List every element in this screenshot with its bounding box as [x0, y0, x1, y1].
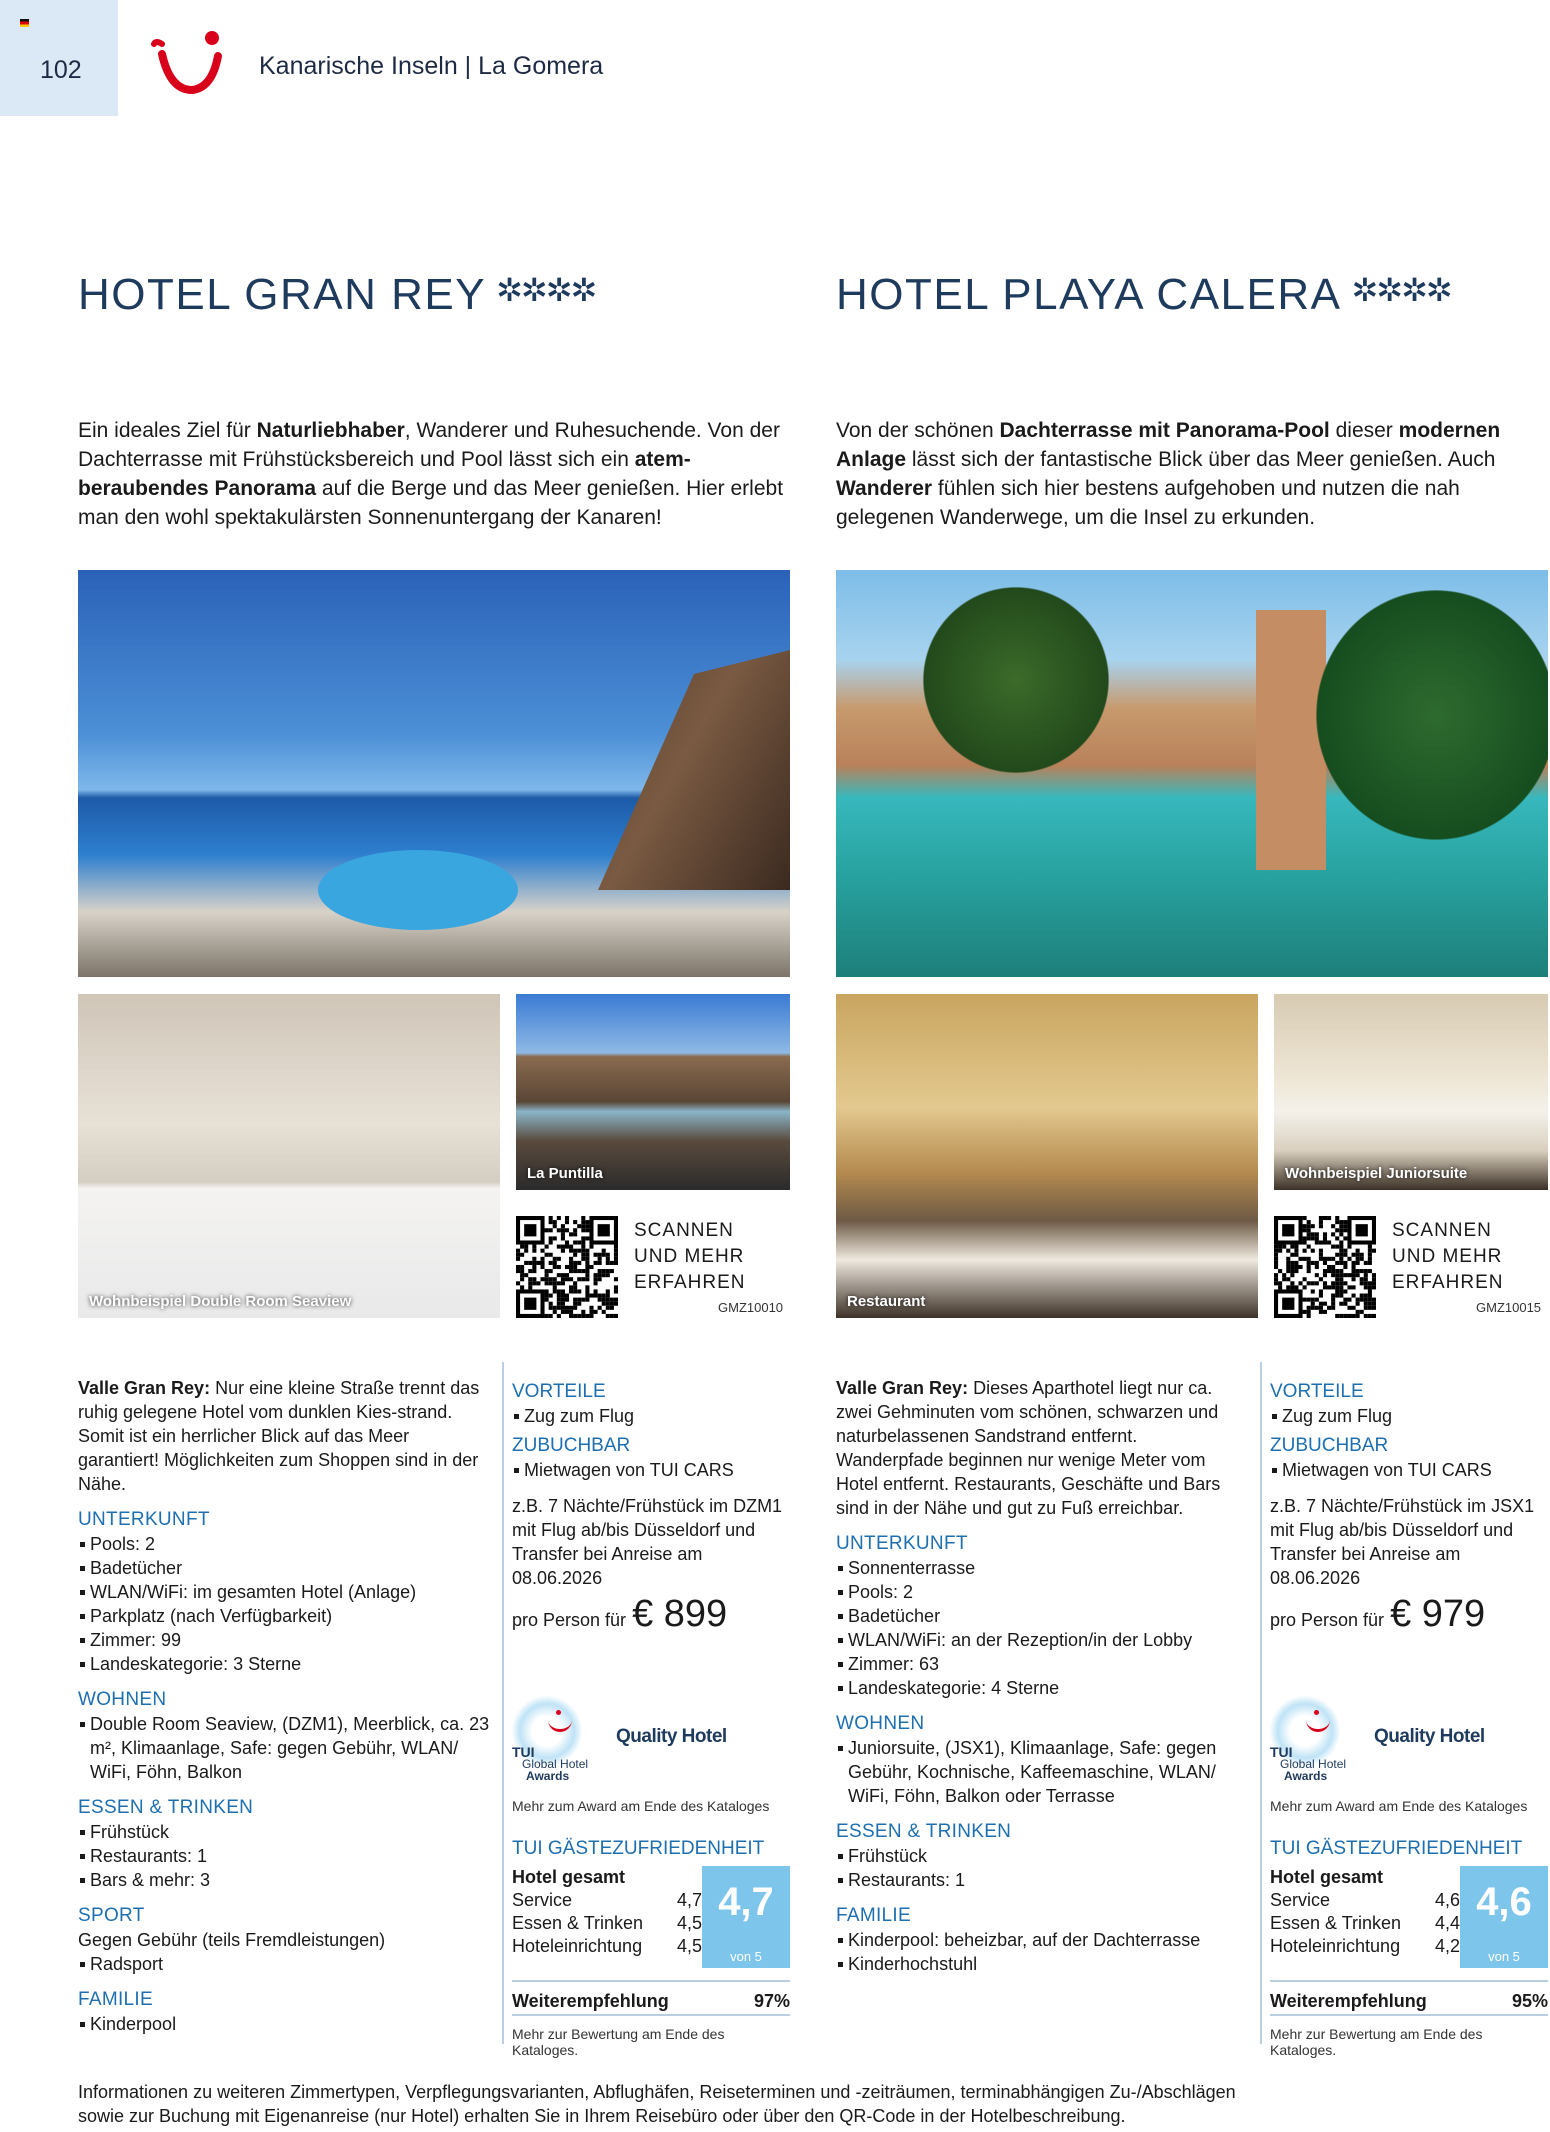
hotel-lead: [78, 1376, 490, 1496]
scan-line: UND MEHR: [1392, 1246, 1503, 1267]
feature-item: Pools: 2: [836, 1580, 1248, 1604]
price-row: [1270, 1593, 1548, 1635]
scenery-photo-caption: Wohnbeispiel Juniorsuite: [1285, 1165, 1468, 1182]
section-heading: UNTERKUNFT: [836, 1533, 968, 1554]
recommendation-value: 95%: [1511, 1991, 1548, 2011]
intro-text: Dachterrasse mit Panorama-Pool: [999, 419, 1330, 442]
section-text: Gegen Gebühr (teils Fremdleistungen): [78, 1930, 386, 1950]
hotel-details: [836, 1376, 1248, 1976]
price-label: pro Person für: [512, 1610, 627, 1630]
rating-score-box: [1460, 1866, 1548, 1968]
feature-list: [78, 2012, 490, 2036]
hotel-intro: [836, 416, 1550, 532]
feature-item: Double Room Seaview, (DZM1), Meerblick, ca. 23 m², Klimaanlage, Safe: gegen Gebühr, WLAN/ WiFi, Föhn, Balkon: [78, 1712, 490, 1784]
intro-text: , Wanderer und Ruhesuchende. Von der Dachterrasse mit Frühstücksbereich und Pool lässt sich ein: [78, 419, 780, 471]
hotel-details: [78, 1376, 490, 2036]
award-brand: TUI: [512, 1744, 535, 1760]
intro-text: modernen Anlage: [836, 419, 1501, 471]
rating-row: [512, 1935, 702, 1958]
star-rating-icons: ✲✲✲✲: [1351, 272, 1451, 308]
flag-icon: [20, 19, 29, 27]
zubuchbar-heading: ZUBUCHBAR: [512, 1435, 631, 1456]
price-row: [512, 1593, 790, 1635]
rating-table: [512, 1866, 790, 1982]
feature-list: [836, 1928, 1248, 1976]
feature-list: [78, 1712, 490, 1784]
hotel-title: [836, 270, 1451, 320]
feature-item: Frühstück: [836, 1844, 1248, 1868]
feature-item: Badetücher: [78, 1556, 490, 1580]
rating-category: Hoteleinrichtung: [512, 1936, 643, 1956]
qr-code[interactable]: [1274, 1216, 1376, 1318]
intro-text: fühlen sich hier bestens aufgehoben und nutzen die nah gelegenen Wanderwege, um die Insel zu erkunden.: [836, 477, 1460, 529]
feature-item: Kinderhochstuhl: [836, 1952, 1248, 1976]
feature-list: [836, 1844, 1248, 1892]
rating-value: 4,5: [676, 1936, 702, 1956]
lead-text: Dieses Aparthotel liegt nur ca. zwei Gehminuten vom schönen, schwarzen und naturbelassenen Sandstrand entfernt. Wanderpfade beginnen nur wenige Meter vom Hotel entfernt. Restaurants, Geschäfte und Bars sind in der Nähe und gut zu Fuß erreichbar.: [836, 1378, 1221, 1518]
room-photo: [836, 994, 1258, 1318]
rating-score-box: [702, 1866, 790, 1968]
rating-score: 4,6: [1476, 1880, 1532, 1924]
award-awards: Awards: [1284, 1769, 1328, 1783]
feature-item: Juniorsuite, (JSX1), Klimaanlage, Safe: gegen Gebühr, Kochnische, Kaffeemaschine, WLAN/ WiFi, Föhn, Balkon oder Terrasse: [836, 1736, 1248, 1808]
award-global: Global Hotel: [1280, 1757, 1347, 1771]
rating-category: Service: [1270, 1890, 1331, 1910]
feature-item: Restaurants: 1: [836, 1868, 1248, 1892]
intro-text: atem-beraubendes Panorama: [78, 448, 691, 500]
intro-text: lässt sich der fantastische Blick über das Meer genießen. Auch: [906, 448, 1496, 471]
feature-item: Sonnenterrasse: [836, 1556, 1248, 1580]
catalog-code: GMZ10010: [718, 1300, 784, 1315]
zubuchbar-item: Mietwagen von TUI CARS: [1270, 1458, 1548, 1482]
award-brand: TUI: [1270, 1744, 1293, 1760]
breadcrumb: Kanarische Inseln | La Gomera: [259, 52, 604, 80]
zubuchbar-heading: ZUBUCHBAR: [1270, 1435, 1389, 1456]
room-photo-caption: Restaurant: [847, 1293, 926, 1310]
rating-overall-label: Hotel gesamt: [1270, 1867, 1384, 1887]
catalog-code: GMZ10015: [1476, 1300, 1542, 1315]
lead-location: Valle Gran Rey:: [836, 1378, 969, 1398]
rating-rows: [512, 1866, 702, 1958]
section-heading: SPORT: [78, 1905, 145, 1926]
feature-item: Restaurants: 1: [78, 1844, 490, 1868]
guest-satisfaction: [512, 1838, 790, 2058]
recommendation-row: [1270, 1988, 1548, 2016]
page-number-box: [0, 0, 118, 116]
vorteil-item: Zug zum Flug: [1270, 1404, 1548, 1428]
room-photo-caption: Wohnbeispiel Double Room Seaview: [89, 1293, 352, 1310]
guest-satisfaction: [1270, 1838, 1548, 2058]
smile-dot-icon: [1314, 1710, 1319, 1715]
section-heading: ESSEN & TRINKEN: [78, 1797, 254, 1818]
feature-item: Frühstück: [78, 1820, 490, 1844]
rating-heading: TUI GÄSTEZUFRIEDENHEIT: [512, 1838, 765, 1859]
rating-value: 4,6: [1434, 1890, 1460, 1910]
award-note: Mehr zum Award am Ende des Kataloges: [1270, 1798, 1528, 1814]
recommendation-row: [512, 1988, 790, 2016]
feature-item: Landeskategorie: 4 Sterne: [836, 1676, 1248, 1700]
column-divider: [502, 1362, 504, 2044]
quality-hotel-award: [512, 1696, 782, 1786]
zubuchbar-list: [512, 1458, 790, 1482]
rating-row: [512, 1912, 702, 1935]
award-subtitle: [522, 1758, 588, 1782]
price-amount: € 899: [632, 1593, 728, 1635]
section-heading: FAMILIE: [836, 1905, 911, 1926]
section-heading: WOHNEN: [78, 1689, 167, 1710]
feature-item: Kinderpool: [78, 2012, 490, 2036]
scan-line: SCANNEN: [1392, 1220, 1492, 1241]
offer-text: z.B. 7 Nächte/Frühstück im DZM1 mit Flug ab/bis Düsseldorf und Transfer bei Anreise am 08.06.2026: [512, 1496, 783, 1588]
hotel-title: [78, 270, 595, 320]
quality-hotel-award: [1270, 1696, 1540, 1786]
scan-line: ERFAHREN: [634, 1272, 746, 1293]
vorteile-heading: VORTEILE: [1270, 1381, 1364, 1402]
rating-heading: TUI GÄSTEZUFRIEDENHEIT: [1270, 1838, 1523, 1859]
feature-item: Radsport: [78, 1952, 490, 1976]
intro-text: Naturliebhaber: [256, 419, 405, 442]
rating-score: 4,7: [718, 1880, 774, 1924]
rating-table: [1270, 1866, 1548, 1982]
recommendation-value: 97%: [753, 1991, 790, 2011]
column-divider: [1260, 1362, 1262, 2044]
price-label: pro Person für: [1270, 1610, 1385, 1630]
award-note: Mehr zum Award am Ende des Kataloges: [512, 1798, 770, 1814]
scan-line: ERFAHREN: [1392, 1272, 1504, 1293]
rating-overall-label: Hotel gesamt: [512, 1867, 626, 1887]
section-heading: WOHNEN: [836, 1713, 925, 1734]
feature-list: [836, 1556, 1248, 1700]
rating-value: 4,4: [1434, 1913, 1460, 1933]
vorteile-heading: VORTEILE: [512, 1381, 606, 1402]
booking-info: [512, 1374, 790, 1635]
hotel-name: HOTEL GRAN REY: [78, 270, 487, 319]
qr-code[interactable]: [516, 1216, 618, 1318]
feature-item: Badetücher: [836, 1604, 1248, 1628]
award-global: Global Hotel: [522, 1757, 589, 1771]
room-photo: [78, 994, 500, 1318]
recommendation-label: Weiterempfehlung: [1270, 1991, 1427, 2011]
intro-text: Von der schönen: [836, 419, 1000, 442]
recommendation-label: Weiterempfehlung: [512, 1991, 669, 2011]
vorteile-list: [1270, 1404, 1548, 1428]
feature-item: WLAN/WiFi: an der Rezeption/in der Lobby: [836, 1628, 1248, 1652]
page-number: 102: [40, 56, 82, 84]
rating-row: [1270, 1935, 1460, 1958]
tui-logo-icon: [150, 28, 234, 98]
feature-item: Kinderpool: beheizbar, auf der Dachterrasse: [836, 1928, 1248, 1952]
price-amount: € 979: [1390, 1593, 1486, 1635]
hotel-intro: [78, 416, 798, 532]
feature-list: [78, 1532, 490, 1676]
feature-item: Parkplatz (nach Verfügbarkeit): [78, 1604, 490, 1628]
feature-item: Zimmer: 63: [836, 1652, 1248, 1676]
vorteil-item: Zug zum Flug: [512, 1404, 790, 1428]
rating-category: Essen & Trinken: [1270, 1913, 1402, 1933]
scenery-photo: [516, 994, 790, 1190]
rating-category: Hoteleinrichtung: [1270, 1936, 1401, 1956]
feature-item: Pools: 2: [78, 1532, 490, 1556]
feature-item: Bars & mehr: 3: [78, 1868, 490, 1892]
hotel-main-photo: [836, 570, 1548, 977]
lead-text: Nur eine kleine Straße trennt das ruhig gelegene Hotel vom dunklen Kies-strand. Somit ist ein herrlicher Blick auf das Meer garantiert! Möglichkeiten zum Shoppen sind in der Nähe.: [78, 1378, 480, 1494]
feature-item: WLAN/WiFi: im gesamten Hotel (Anlage): [78, 1580, 490, 1604]
footer-note: Informationen zu weiteren Zimmertypen, Verpflegungsvarianten, Abflughäfen, Reiseterminen und -zeiträumen, terminabhängigen Zu-/Abschlägen sowie zur Buchung mit Eigenanreise (nur Hotel) erhalten Sie in Ihrem Reisebüro oder über den QR-Code in der Hotelbeschreibung.: [78, 2082, 1236, 2126]
rating-row: [512, 1889, 702, 1912]
scan-prompt: [634, 1218, 745, 1296]
award-awards: Awards: [526, 1769, 570, 1783]
section-heading: FAMILIE: [78, 1989, 153, 2010]
hotel-name: HOTEL PLAYA CALERA: [836, 270, 1342, 319]
booking-info: [1270, 1374, 1548, 1635]
feature-item: Zimmer: 99: [78, 1628, 490, 1652]
intro-text: auf die Berge und das Meer genießen. Hier erlebt man den wohl spektakulärsten Sonnenuntergang der Kanaren!: [78, 477, 784, 529]
intro-text: dieser: [1329, 419, 1399, 442]
feature-list: [836, 1736, 1248, 1808]
rating-category: Essen & Trinken: [512, 1913, 644, 1933]
zubuchbar-list: [1270, 1458, 1548, 1482]
vorteile-list: [512, 1404, 790, 1428]
zubuchbar-item: Mietwagen von TUI CARS: [512, 1458, 790, 1482]
feature-item: Landeskategorie: 3 Sterne: [78, 1652, 490, 1676]
lead-location: Valle Gran Rey:: [78, 1378, 211, 1398]
hotel-main-photo: [78, 570, 790, 977]
rating-note: Mehr zur Bewertung am Ende des Kataloges.: [512, 2026, 725, 2058]
rating-row: [1270, 1889, 1460, 1912]
smile-dot-icon: [556, 1710, 561, 1715]
scan-line: UND MEHR: [634, 1246, 745, 1267]
rating-value: 4,2: [1434, 1936, 1460, 1956]
offer-text: z.B. 7 Nächte/Frühstück im JSX1 mit Flug ab/bis Düsseldorf und Transfer bei Anreise am 08.06.2026: [1270, 1496, 1535, 1588]
rating-rows: [1270, 1866, 1460, 1958]
hotel-lead: [836, 1376, 1248, 1520]
scan-prompt: [1392, 1218, 1503, 1296]
rating-value: 4,7: [676, 1890, 702, 1910]
award-title: Quality Hotel: [616, 1726, 727, 1747]
award-title: Quality Hotel: [1374, 1726, 1485, 1747]
award-subtitle: [1280, 1758, 1346, 1782]
rating-scale: von 5: [1488, 1949, 1520, 1964]
section-heading: ESSEN & TRINKEN: [836, 1821, 1012, 1842]
scenery-photo: [1274, 994, 1548, 1190]
scenery-photo-caption: La Puntilla: [527, 1165, 603, 1182]
rating-scale: von 5: [730, 1949, 762, 1964]
feature-list: [78, 1952, 490, 1976]
intro-text: Wanderer: [836, 477, 933, 500]
rating-category: Service: [512, 1890, 573, 1910]
section-heading: UNTERKUNFT: [78, 1509, 210, 1530]
scan-line: SCANNEN: [634, 1220, 734, 1241]
rating-value: 4,5: [676, 1913, 702, 1933]
feature-list: [78, 1820, 490, 1892]
rating-row: [1270, 1912, 1460, 1935]
intro-text: Ein ideales Ziel für: [78, 419, 257, 442]
star-rating-icons: ✲✲✲✲: [496, 272, 596, 308]
rating-note: Mehr zur Bewertung am Ende des Kataloges.: [1270, 2026, 1483, 2058]
